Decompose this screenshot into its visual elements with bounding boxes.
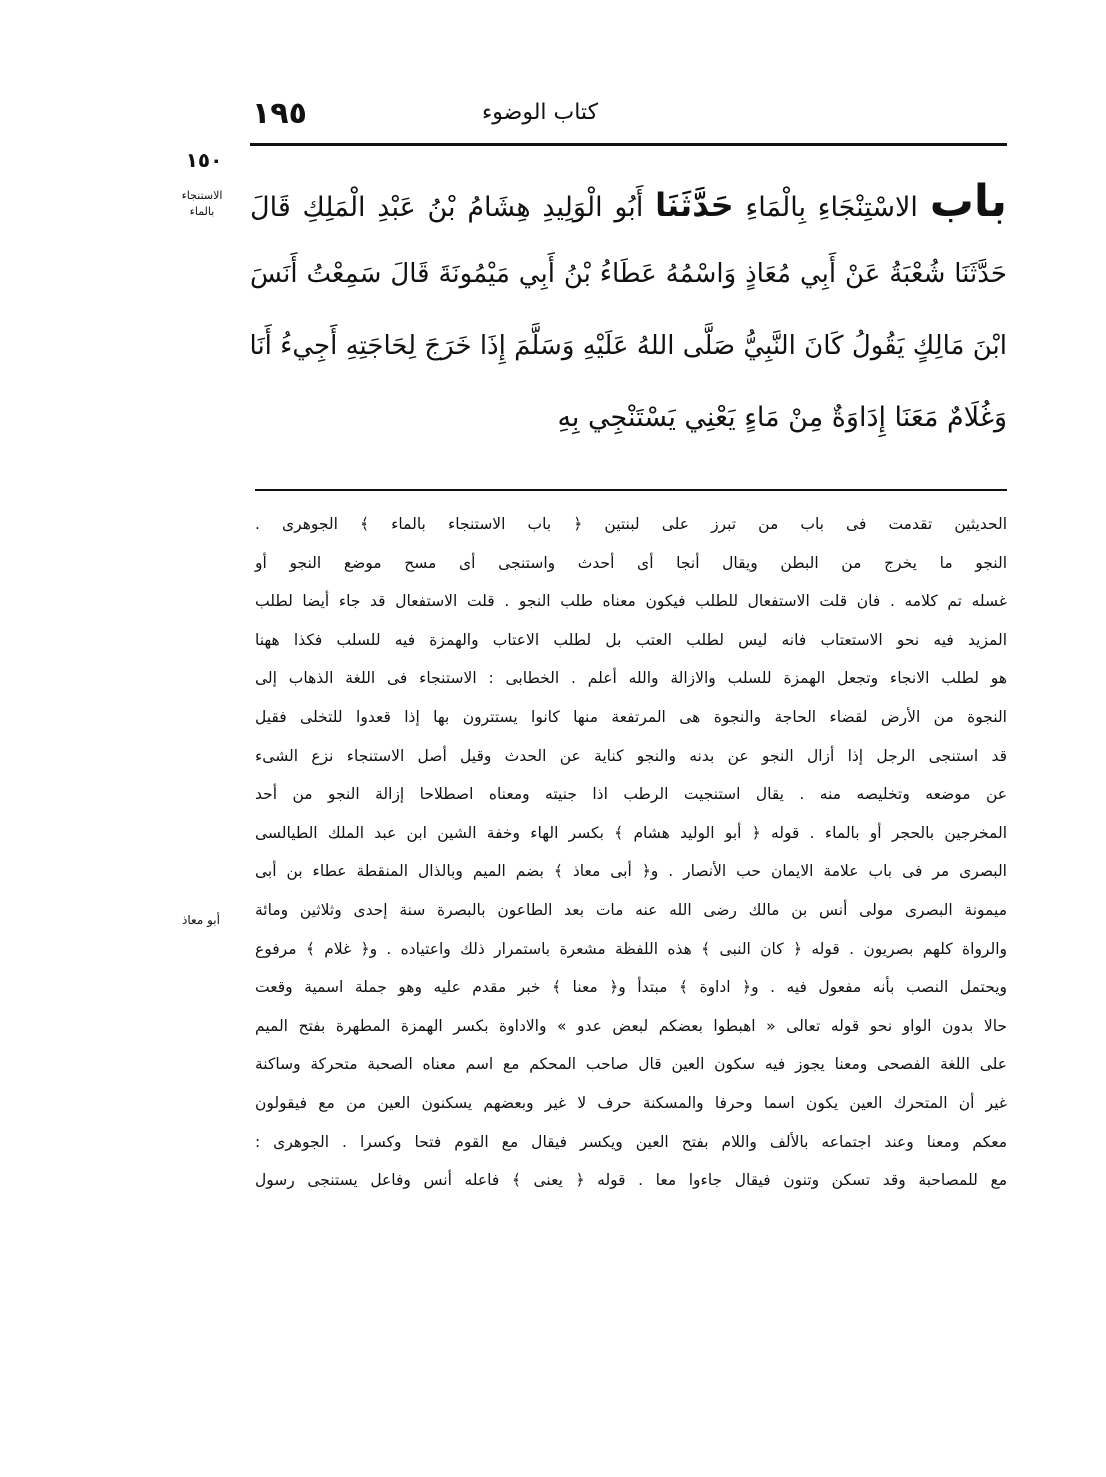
commentary-line: حالا بدون الواو نحو قوله تعالى « اهبطوا بعضكم لبعض عدو » والاداوة بكسر الهمزة المطهرة بفتح الميم (255, 1016, 1007, 1035)
commentary-line: غسله تم كلامه . فان قلت الاستفعال للطلب فيكون معناه طلب النجو . قلت الاستفعال قد جاء أيضا لطلب (255, 592, 1007, 611)
margin-name-note: أبو معاذ (182, 913, 220, 927)
commentary-line: هو لطلب الانجاء وتجعل الهمزة للسلب والازالة والله أعلم . الخطابى : الاستنجاء فى اللغة الذهاب إلى (255, 669, 1007, 688)
margin-chapter-note: الاستنجاء بالماء (181, 189, 223, 218)
commentary-line: معكم ومعنا وعند اجتماعه بالألف واللام بفتح العين ويكسر فيقال مع القوم فتحا وكسرا . الجوهرى : (255, 1132, 1007, 1151)
chapter-title: الاسْتِنْجَاءِ بِالْمَاءِ (745, 192, 918, 223)
commentary-line: النجو ما يخرج من البطن ويقال أنجا أى أحدث واستنجى أى مسح موضع النجو أو (255, 553, 1007, 572)
commentary-line: على اللغة الفصحى ومعنا يجوز فيه سكون العين قال صاحب المحكم مع اسم معناه الصحبة متحركة وساكنة (255, 1055, 1007, 1074)
hadith-number: ١٥٠ (185, 148, 223, 172)
commentary-line: والرواة كلهم بصريون . قوله ﴿ كان النبى ﴾ هذه اللفظة مشعرة باستمرار ذلك واعتياده . و﴿ غلام ﴾ مرفوع (255, 939, 1007, 958)
commentary-line: الحديثين تقدمت فى باب من تبرز على لبنتين ﴿ باب الاستنجاء بالماء ﴾ الجوهرى . (255, 515, 1007, 533)
header-rule (250, 143, 1007, 146)
commentary (255, 505, 1007, 1200)
commentary-line: المزيد فيه نحو الاستعتاب فانه ليس لطلب العتب بل لطلب الاعتاب والهمزة فيه للسلب فكذا ههنا (255, 630, 1007, 649)
narrator-chain: أَبُو الْوَلِيدِ هِشَامُ بْنُ عَبْدِ الْمَلِكِ قَالَ (250, 192, 644, 223)
commentary-line: البصرى مر فى باب علامة الايمان حب الأنصار . و﴿ أبى معاذ ﴾ بضم الميم وبالذال المنقطة عطاء بن أبى (255, 862, 1007, 881)
commentary-line: غير أن المتحرك العين يكون اسما وحرفا والمسكنة حرف لا غير وبعضهم يسكنون العين من مع فيقولون (255, 1093, 1007, 1112)
commentary-line: ويحتمل النصب بأنه مفعول فيه . و﴿ اداوة ﴾ مبتدأ و﴿ معنا ﴾ خبر مقدم عليه وهو جملة اسمية وقعت (255, 978, 1007, 997)
commentary-line: ميمونة البصرى مولى أنس بن مالك رضى الله عنه مات بعد الطاعون بالبصرة سنة إحدى وثلاثين ومائة (255, 900, 1007, 919)
running-title: كتاب الوضوء (481, 100, 599, 125)
haddathana-marker: حَدَّثَنَا (655, 186, 734, 224)
commentary-line: عن موضعه وتخليصه منه . يقال استنجيت الرطب اذا جنيته ومعناه اصطلاحا إزالة النجو من أحد (255, 785, 1007, 804)
hadith-line: ابْنَ مَالِكٍ يَقُولُ كَانَ النَّبِيُّ صَلَّى اللهُ عَلَيْهِ وَسَلَّمَ إِذَا خَرَجَ لِحَاجَتِهِ أَجِيءُ أَنَا (249, 331, 1007, 361)
hadith-text (250, 172, 1007, 460)
bab-heading: باب (929, 176, 1007, 227)
commentary-line: قد استنجى الرجل إذا أزال النجو عن بدنه والنجو كناية عن الحدث وقيل أصل الاستنجاء نزع الشىء (255, 746, 1007, 765)
hadith-line: حَدَّثَنَا شُعْبَةُ عَنْ أَبِي مُعَاذٍ وَاسْمُهُ عَطَاءُ بْنُ أَبِي مَيْمُونَةَ قَالَ سَمِعْتُ أَنَسَ (250, 259, 1007, 289)
commentary-line: النجوة من الأرض لقضاء الحاجة والنجوة هى المرتفعة منها كانوا يستترون بها إذا قعدوا للتخلى فقيل (255, 707, 1007, 726)
hadith-line (250, 172, 1007, 244)
commentary-divider (255, 489, 1007, 491)
hadith-line: وَغُلَامٌ مَعَنَا إِدَاوَةٌ مِنْ مَاءٍ يَعْنِي يَسْتَنْجِي بِهِ (557, 402, 1007, 433)
page-number: ١٩٥ (252, 96, 307, 131)
commentary-line: مع للمصاحبة وقد تسكن وتنون فيقال جاءوا معا . قوله ﴿ يعنى ﴾ فاعله أنس وفاعل يستنجى رسول (255, 1171, 1007, 1190)
commentary-line: المخرجين بالحجر أو بالماء . قوله ﴿ أبو الوليد هشام ﴾ بكسر الهاء وخفة الشين ابن عبد الملك الطيالسى (255, 823, 1007, 842)
